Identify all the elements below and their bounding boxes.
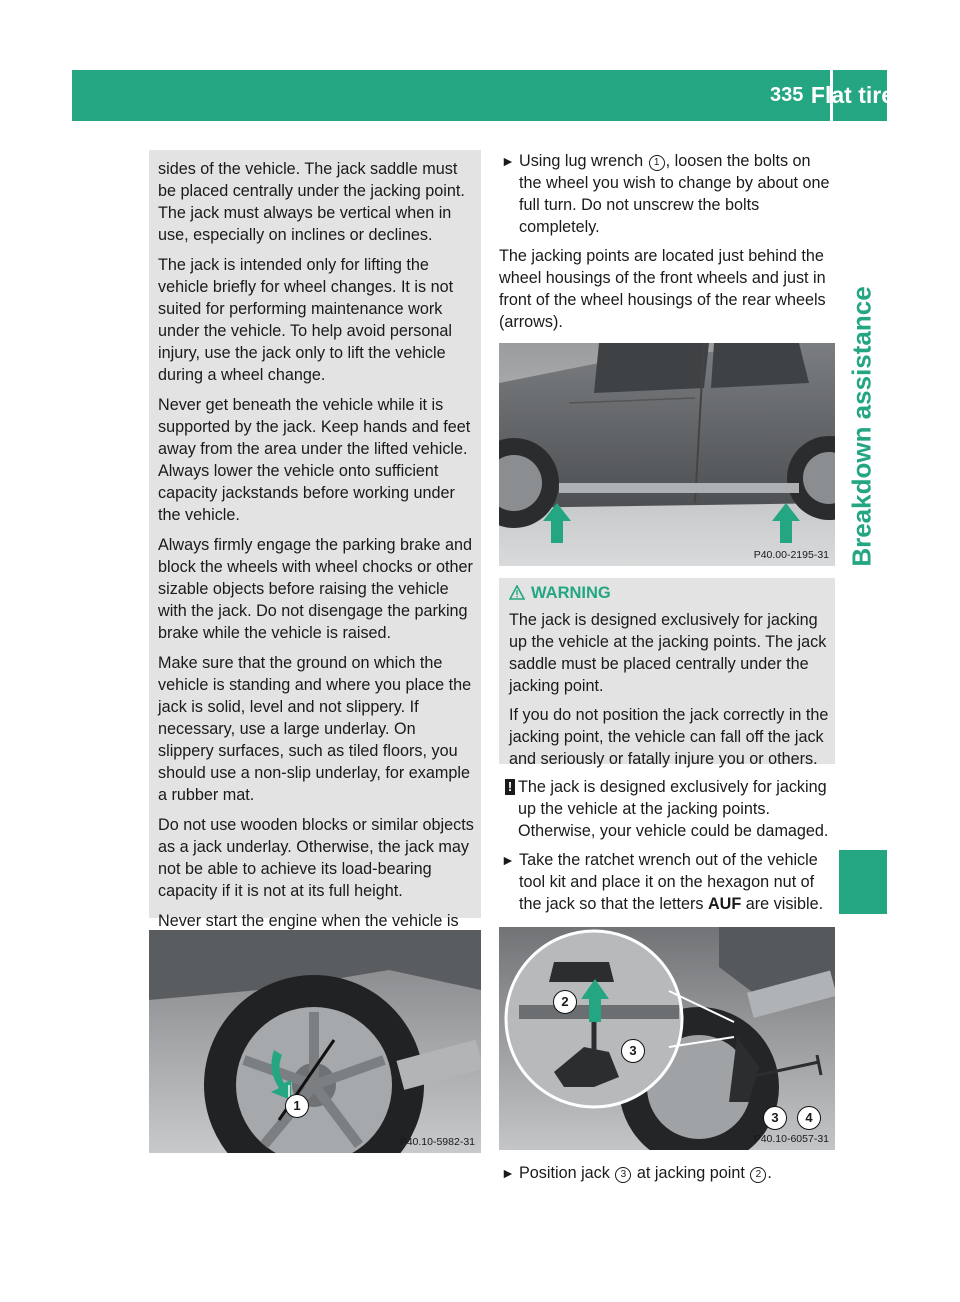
step-ratchet-wrench: ► Take the ratchet wrench out of the vehicle tool kit and place it on the hexagon nut of the jack so that the letters AUF are visible. [501,851,824,913]
side-tab [838,121,887,731]
safety-paragraph: Make sure that the ground on which the vehicle is standing and where you place the jack is solid, level and not slippery. If necessary, use a large underlay. On slippery surfaces, such as tiled floors, you should use a non-slip underlay, for example a rubber mat. [158,654,472,804]
jacking-points-info: The jacking points are located just behind the wheel housings of the front wheels and just in front of the wheel housings of the rear wheels (arrows). [499,247,826,331]
wheel-illustration [149,930,481,1153]
step-loosen-bolts: ► Using lug wrench 1 , loosen the bolts on the wheel you wish to change by about one full turn. Do not unscrew the bolts completely. [501,152,830,236]
callout-2: 2 [750,1167,766,1183]
car-side-illustration [499,343,835,566]
callout-3: 3 [621,1039,645,1063]
callout-3: 3 [763,1106,787,1130]
step-arrow-icon: ► [501,1165,515,1181]
safety-paragraph: Never start the engine when the vehicle is [158,912,459,930]
note-exclamation-icon: ! [505,779,515,795]
car-side-figure [499,343,835,566]
header-bar [72,70,887,121]
safety-paragraph: The jack is intended only for lifting the vehicle briefly for wheel changes. It is not suited for performing maintenance work under the vehicle. To help avoid personal injury, use the jack only to lift the vehicle during a wheel change. [158,256,454,384]
step-arrow-icon: ► [501,153,515,169]
safety-paragraph: Never get beneath the vehicle while it is supported by the jack. Keep hands and feet away from the area under the lifted vehicle. Always lower the vehicle onto sufficient capacity jackstands before working under the vehicle. [158,396,471,524]
step-position-jack: ► Position jack 3 at jacking point 2 . [501,1164,772,1182]
damage-note [499,776,835,915]
safety-paragraph: Do not use wooden blocks or similar objects as a jack underlay. Otherwise, the jack may not be able to achieve its load-bearing capacity if it is not at its full height. [158,816,474,900]
callout-2: 2 [553,990,577,1014]
callout-4: 4 [797,1106,821,1130]
callout-1: 1 [285,1094,309,1118]
warning-box [499,578,835,768]
warning-title: WARNING [499,578,835,605]
safety-paragraph: sides of the vehicle. The jack saddle must be placed centrally under the jacking point. The jack must always be vertical when in use, especially on inclines or declines. [158,160,465,244]
figure-code: P40.10-6057-31 [753,1133,829,1145]
safety-paragraph: Always firmly engage the parking brake and block the wheels with wheel chocks or other sizable objects before raising the vehicle with the jack. Do not disengage the parking brake while the vehicle is raised. [158,536,473,642]
figure-code: P40.00-2195-31 [753,549,829,561]
wheel-figure [149,930,481,1153]
side-tab-marker [839,850,887,914]
jack-figure [499,927,835,1150]
step-arrow-icon: ► [501,852,515,868]
callout-1: 1 [649,155,665,171]
warning-triangle-icon [509,585,525,605]
page-number: 335 [770,84,804,106]
side-tab-label: Breakdown assistance [847,285,878,567]
note-text: The jack is designed exclusively for jacking up the vehicle at the jacking points. Otherwise, your vehicle could be damaged. [518,778,829,840]
warning-paragraph: If you do not position the jack correctly in the jacking point, the vehicle can fall off the jack and seriously or fatally injure you or others. [509,706,829,768]
warning-paragraph: The jack is designed exclusively for jacking up the vehicle at the jacking points. The jack saddle must be placed centrally under the jacking point. [509,611,827,695]
figure-code: P40.10-5982-31 [399,1136,475,1148]
callout-3: 3 [615,1167,631,1183]
right-column [499,150,835,333]
safety-notes-box [149,150,481,930]
section-title: Flat tire [810,82,894,108]
